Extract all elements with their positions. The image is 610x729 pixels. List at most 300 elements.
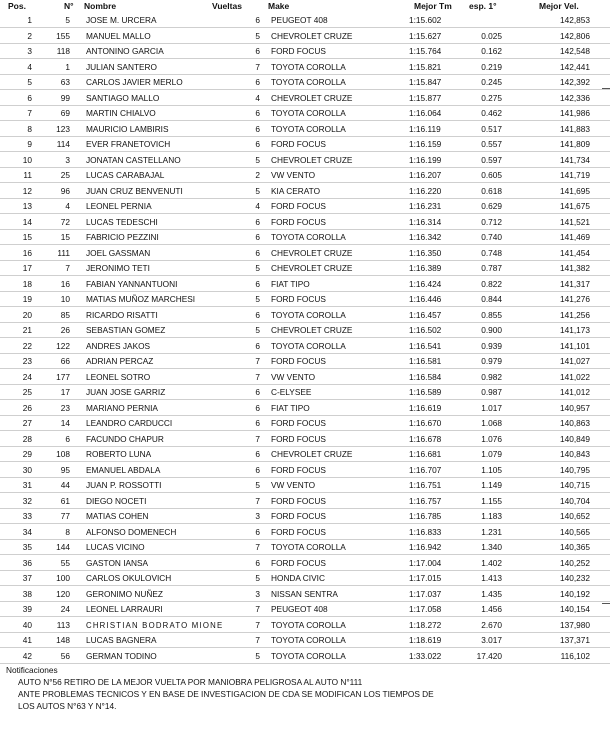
best-time-cell: 1:16.389 xyxy=(409,263,442,273)
best-speed-cell: 141,719 xyxy=(560,170,590,180)
number-cell: 4 xyxy=(65,201,70,211)
make-cell: CHEVROLET CRUZE xyxy=(271,92,353,103)
best-time-cell: 1:16.678 xyxy=(409,433,442,444)
gap-cell: 2.670 xyxy=(481,619,502,630)
driver-name-cell: MANUEL MALLO xyxy=(86,30,151,41)
make-cell: C-ELYSEE xyxy=(271,387,312,397)
number-cell: 177 xyxy=(56,371,70,382)
laps-cell: 7 xyxy=(255,635,260,645)
gap-cell: 0.605 xyxy=(481,170,502,180)
laps-cell: 3 xyxy=(255,511,260,521)
pos-cell: 31 xyxy=(22,480,32,490)
number-cell: 6 xyxy=(65,433,70,444)
number-cell: 44 xyxy=(60,480,70,490)
table-row xyxy=(0,571,610,586)
laps-cell: 6 xyxy=(255,387,260,397)
best-speed-cell: 141,382 xyxy=(560,263,590,273)
number-cell: 113 xyxy=(56,619,70,630)
pos-cell: 1 xyxy=(27,15,32,25)
notification-line: LOS AUTOS N°63 Y N°14. xyxy=(18,701,117,711)
table-row xyxy=(0,75,610,90)
laps-cell: 6 xyxy=(255,108,260,118)
best-time-cell: 1:16.424 xyxy=(409,278,442,289)
pos-cell: 22 xyxy=(22,340,32,351)
driver-name-cell: JOEL GASSMAN xyxy=(86,247,151,258)
laps-cell: 6 xyxy=(255,216,260,227)
table-row xyxy=(0,246,610,261)
gap-cell: 1.079 xyxy=(481,449,502,459)
best-time-cell: 1:17.037 xyxy=(409,588,442,599)
pos-cell: 10 xyxy=(22,154,32,165)
laps-cell: 7 xyxy=(255,371,260,382)
table-row xyxy=(0,432,610,447)
pos-cell: 21 xyxy=(22,325,32,335)
driver-name-cell: LEONEL SOTRO xyxy=(86,371,151,382)
driver-name-cell: MAURICIO LAMBIRIS xyxy=(86,123,169,134)
driver-name-cell: RICARDO RISATTI xyxy=(86,309,158,320)
best-time-cell: 1:15.821 xyxy=(409,61,442,72)
driver-name-cell: LEANDRO CARDUCCI xyxy=(86,418,173,428)
pos-cell: 42 xyxy=(22,650,32,661)
make-cell: FORD FOCUS xyxy=(271,294,326,304)
number-cell: 55 xyxy=(60,557,70,568)
gap-cell: 0.740 xyxy=(481,232,502,242)
best-time-cell: 1:16.314 xyxy=(409,216,442,227)
make-cell: TOYOTA COROLLA xyxy=(271,61,346,72)
table-row xyxy=(0,168,610,183)
driver-name-cell: LEONEL LARRAURI xyxy=(86,604,163,614)
number-cell: 99 xyxy=(60,92,70,103)
table-row xyxy=(0,277,610,292)
driver-name-cell: SANTIAGO MALLO xyxy=(86,92,160,103)
best-speed-cell: 141,101 xyxy=(560,340,590,351)
best-time-cell: 1:16.231 xyxy=(409,201,442,211)
number-cell: 24 xyxy=(60,604,70,614)
best-time-cell: 1:16.064 xyxy=(409,108,442,118)
best-speed-cell: 140,849 xyxy=(560,433,590,444)
table-row xyxy=(0,447,610,462)
gap-cell: 0.557 xyxy=(481,139,502,149)
table-row xyxy=(0,215,610,230)
best-speed-cell: 141,695 xyxy=(560,185,590,196)
pos-cell: 2 xyxy=(27,30,32,41)
laps-cell: 2 xyxy=(255,170,260,180)
pos-cell: 9 xyxy=(27,139,32,149)
best-time-cell: 1:16.342 xyxy=(409,232,442,242)
driver-name-cell: ANDRES JAKOS xyxy=(86,340,151,351)
header-pos: Pos. xyxy=(8,1,26,11)
best-speed-cell: 140,365 xyxy=(560,542,590,552)
pos-cell: 18 xyxy=(22,278,32,289)
best-speed-cell: 141,173 xyxy=(560,325,590,335)
gap-cell: 0.748 xyxy=(481,247,502,258)
best-speed-cell: 141,883 xyxy=(560,123,590,134)
driver-name-cell: MATIAS COHEN xyxy=(86,511,149,521)
best-time-cell: 1:16.199 xyxy=(409,154,442,165)
driver-name-cell: JERONIMO TETI xyxy=(86,263,150,273)
best-speed-cell: 140,957 xyxy=(560,402,590,413)
laps-cell: 6 xyxy=(255,464,260,475)
table-row xyxy=(0,91,610,106)
number-cell: 111 xyxy=(57,247,70,258)
driver-name-cell: LUCAS CARABAJAL xyxy=(86,170,165,180)
gap-cell: 0.855 xyxy=(481,309,502,320)
driver-name-cell: JUAN P. ROSSOTTI xyxy=(86,480,162,490)
number-cell: 1 xyxy=(65,61,70,72)
driver-name-cell: GERMAN TODINO xyxy=(86,650,157,661)
laps-cell: 6 xyxy=(255,418,260,428)
number-cell: 123 xyxy=(56,123,70,134)
make-cell: TOYOTA COROLLA xyxy=(271,619,346,630)
best-speed-cell: 141,809 xyxy=(560,139,590,149)
number-cell: 14 xyxy=(60,418,70,428)
table-row xyxy=(0,401,610,416)
best-speed-cell: 141,454 xyxy=(560,247,590,258)
table-row xyxy=(0,29,610,44)
make-cell: TOYOTA COROLLA xyxy=(271,650,346,661)
best-speed-cell: 141,012 xyxy=(560,387,590,397)
best-time-cell: 1:33.022 xyxy=(409,650,442,661)
table-row xyxy=(0,602,610,617)
best-speed-cell: 142,853 xyxy=(560,15,590,25)
best-time-cell: 1:16.751 xyxy=(409,480,442,490)
make-cell: HONDA CIVIC xyxy=(271,573,325,583)
best-time-cell: 1:16.681 xyxy=(409,449,442,459)
make-cell: TOYOTA COROLLA xyxy=(271,340,346,351)
best-time-cell: 1:15.764 xyxy=(409,46,442,56)
table-row xyxy=(0,339,610,354)
best-speed-cell: 141,022 xyxy=(560,371,590,382)
laps-cell: 5 xyxy=(255,185,260,196)
laps-cell: 6 xyxy=(255,46,260,56)
laps-cell: 7 xyxy=(255,604,260,614)
laps-cell: 5 xyxy=(255,325,260,335)
make-cell: CHEVROLET CRUZE xyxy=(271,247,353,258)
pos-cell: 38 xyxy=(22,588,32,599)
number-cell: 85 xyxy=(60,309,70,320)
driver-name-cell: FABRICIO PEZZINI xyxy=(86,232,159,242)
make-cell: FORD FOCUS xyxy=(271,216,326,227)
header-name: Nombre xyxy=(84,1,117,11)
best-time-cell: 1:17.004 xyxy=(409,557,442,568)
edge-mark xyxy=(602,88,610,89)
driver-name-cell: JONATAN CASTELLANO xyxy=(86,154,181,165)
pos-cell: 26 xyxy=(22,402,32,413)
make-cell: FORD FOCUS xyxy=(271,495,326,506)
driver-name-cell: ADRIAN PERCAZ xyxy=(86,356,154,366)
best-speed-cell: 142,441 xyxy=(560,61,590,72)
table-row xyxy=(0,478,610,493)
best-speed-cell: 140,863 xyxy=(560,418,590,428)
table-row xyxy=(0,230,610,245)
laps-cell: 4 xyxy=(255,92,260,103)
number-cell: 155 xyxy=(56,30,70,41)
best-time-cell: 1:16.446 xyxy=(409,294,442,304)
table-row xyxy=(0,385,610,400)
number-cell: 148 xyxy=(56,635,70,645)
best-time-cell: 1:17.015 xyxy=(409,573,442,583)
make-cell: FORD FOCUS xyxy=(271,356,326,366)
table-row xyxy=(0,308,610,323)
gap-cell: 1.183 xyxy=(481,511,502,521)
header-best-speed: Mejor Vel. xyxy=(539,1,579,11)
best-speed-cell: 141,256 xyxy=(560,309,590,320)
number-cell: 96 xyxy=(60,185,70,196)
best-speed-cell: 141,675 xyxy=(560,201,590,211)
table-row xyxy=(0,509,610,524)
pos-cell: 16 xyxy=(22,247,32,258)
table-row xyxy=(0,633,610,648)
best-speed-cell: 140,652 xyxy=(560,511,590,521)
pos-cell: 15 xyxy=(22,232,32,242)
table-row xyxy=(0,13,610,28)
make-cell: FORD FOCUS xyxy=(271,464,326,475)
pos-cell: 11 xyxy=(23,170,32,180)
pos-cell: 30 xyxy=(22,464,32,475)
number-cell: 120 xyxy=(56,588,70,599)
best-time-cell: 1:16.457 xyxy=(409,309,442,320)
edge-mark xyxy=(602,603,610,604)
laps-cell: 5 xyxy=(255,573,260,583)
best-time-cell: 1:17.058 xyxy=(409,604,442,614)
table-header xyxy=(0,0,610,12)
gap-cell: 1.105 xyxy=(481,464,502,475)
best-speed-cell: 137,980 xyxy=(560,619,590,630)
make-cell: PEUGEOT 408 xyxy=(271,15,328,25)
driver-name-cell: GASTON IANSA xyxy=(86,557,149,568)
best-speed-cell: 141,521 xyxy=(560,216,590,227)
number-cell: 3 xyxy=(65,154,70,165)
number-cell: 26 xyxy=(60,325,70,335)
gap-cell: 1.413 xyxy=(481,573,502,583)
pos-cell: 20 xyxy=(22,309,32,320)
header-gap: esp. 1° xyxy=(469,1,497,11)
make-cell: KIA CERATO xyxy=(271,185,321,196)
driver-name-cell: LUCAS TEDESCHI xyxy=(86,216,158,227)
pos-cell: 36 xyxy=(22,557,32,568)
laps-cell: 6 xyxy=(255,123,260,134)
make-cell: FORD FOCUS xyxy=(271,526,326,537)
best-time-cell: 1:16.207 xyxy=(409,170,442,180)
header-best-time: Mejor Tm xyxy=(414,1,452,11)
gap-cell: 0.712 xyxy=(481,216,502,227)
number-cell: 108 xyxy=(56,449,70,459)
make-cell: VW VENTO xyxy=(271,480,316,490)
gap-cell: 1.149 xyxy=(481,480,502,490)
pos-cell: 39 xyxy=(22,604,32,614)
best-time-cell: 1:16.350 xyxy=(409,247,442,258)
notifications-title: Notificaciones xyxy=(6,665,58,675)
laps-cell: 5 xyxy=(255,263,260,273)
pos-cell: 5 xyxy=(27,77,32,87)
number-cell: 95 xyxy=(60,464,70,475)
make-cell: FORD FOCUS xyxy=(271,433,326,444)
best-speed-cell: 140,565 xyxy=(560,526,590,537)
table-row xyxy=(0,122,610,137)
make-cell: CHEVROLET CRUZE xyxy=(271,325,353,335)
make-cell: TOYOTA COROLLA xyxy=(271,108,346,118)
driver-name-cell: ROBERTO LUNA xyxy=(86,449,152,459)
laps-cell: 6 xyxy=(255,449,260,459)
number-cell: 77 xyxy=(60,511,70,521)
gap-cell: 17.420 xyxy=(476,650,502,661)
best-speed-cell: 140,232 xyxy=(560,573,590,583)
driver-name-cell: ANTONINO GARCIA xyxy=(86,46,164,56)
driver-name-cell: MATIAS MUÑOZ MARCHESI xyxy=(86,294,196,304)
gap-cell: 0.844 xyxy=(481,294,502,304)
driver-name-cell: FABIAN YANNANTUONI xyxy=(86,278,178,289)
pos-cell: 33 xyxy=(22,511,32,521)
laps-cell: 5 xyxy=(255,30,260,41)
number-cell: 16 xyxy=(60,278,70,289)
table-row xyxy=(0,649,610,664)
laps-cell: 5 xyxy=(255,480,260,490)
laps-cell: 6 xyxy=(255,526,260,537)
table-row xyxy=(0,184,610,199)
best-time-cell: 1:16.584 xyxy=(409,371,442,382)
make-cell: NISSAN SENTRA xyxy=(271,588,338,599)
laps-cell: 7 xyxy=(255,542,260,552)
best-speed-cell: 116,102 xyxy=(560,650,590,661)
best-time-cell: 1:16.785 xyxy=(409,511,442,521)
best-time-cell: 1:16.619 xyxy=(409,402,442,413)
best-speed-cell: 140,843 xyxy=(560,449,590,459)
best-speed-cell: 142,548 xyxy=(560,46,590,56)
driver-name-cell: MARTIN CHIALVO xyxy=(86,108,156,118)
laps-cell: 5 xyxy=(255,154,260,165)
pos-cell: 6 xyxy=(27,92,32,103)
best-speed-cell: 141,317 xyxy=(560,278,590,289)
driver-name-cell: LUCAS BAGNERA xyxy=(86,635,157,645)
pos-cell: 17 xyxy=(22,263,32,273)
driver-name-cell: GERONIMO NUÑEZ xyxy=(86,588,163,599)
table-row xyxy=(0,540,610,555)
number-cell: 56 xyxy=(60,650,70,661)
best-time-cell: 1:16.942 xyxy=(409,542,442,552)
make-cell: FIAT TIPO xyxy=(271,278,310,289)
best-time-cell: 1:16.707 xyxy=(409,464,442,475)
best-speed-cell: 141,027 xyxy=(560,356,590,366)
pos-cell: 37 xyxy=(22,573,32,583)
driver-name-cell: CHRISTIAN BODRATO MIONE xyxy=(86,620,224,630)
number-cell: 66 xyxy=(60,356,70,366)
gap-cell: 0.597 xyxy=(481,154,502,165)
make-cell: FORD FOCUS xyxy=(271,418,326,428)
best-time-cell: 1:15.627 xyxy=(409,30,442,41)
driver-name-cell: ALFONSO DOMENECH xyxy=(86,526,177,537)
gap-cell: 1.231 xyxy=(481,526,502,537)
number-cell: 17 xyxy=(60,387,70,397)
pos-cell: 27 xyxy=(22,418,32,428)
number-cell: 118 xyxy=(56,46,70,56)
gap-cell: 1.076 xyxy=(481,433,502,444)
best-speed-cell: 140,704 xyxy=(560,495,590,506)
make-cell: FORD FOCUS xyxy=(271,557,326,568)
gap-cell: 1.435 xyxy=(481,588,502,599)
table-row xyxy=(0,587,610,602)
table-row xyxy=(0,137,610,152)
number-cell: 10 xyxy=(60,294,70,304)
best-time-cell: 1:15.877 xyxy=(409,92,442,103)
gap-cell: 0.462 xyxy=(481,108,502,118)
make-cell: FORD FOCUS xyxy=(271,201,326,211)
driver-name-cell: JOSE M. URCERA xyxy=(86,15,157,25)
best-time-cell: 1:16.581 xyxy=(409,356,442,366)
pos-cell: 34 xyxy=(22,526,32,537)
laps-cell: 6 xyxy=(255,247,260,258)
make-cell: VW VENTO xyxy=(271,170,316,180)
gap-cell: 0.982 xyxy=(481,371,502,382)
gap-cell: 0.979 xyxy=(481,356,502,366)
laps-cell: 3 xyxy=(255,588,260,599)
best-speed-cell: 142,806 xyxy=(560,30,590,41)
number-cell: 100 xyxy=(56,573,70,583)
best-speed-cell: 137,371 xyxy=(560,635,590,645)
driver-name-cell: SEBASTIAN GOMEZ xyxy=(86,325,166,335)
notifications xyxy=(6,664,596,712)
pos-cell: 35 xyxy=(22,542,32,552)
make-cell: VW VENTO xyxy=(271,371,316,382)
table-row xyxy=(0,525,610,540)
header-laps: Vueltas xyxy=(212,1,242,11)
gap-cell: 1.068 xyxy=(481,418,502,428)
number-cell: 15 xyxy=(60,232,70,242)
header-make: Make xyxy=(268,1,290,11)
number-cell: 23 xyxy=(60,402,70,413)
table-row xyxy=(0,370,610,385)
gap-cell: 0.629 xyxy=(481,201,502,211)
laps-cell: 7 xyxy=(255,356,260,366)
driver-name-cell: CARLOS OKULOVICH xyxy=(86,573,172,583)
laps-cell: 6 xyxy=(255,15,260,25)
gap-cell: 0.219 xyxy=(481,61,502,72)
gap-cell: 1.456 xyxy=(481,604,502,614)
laps-cell: 6 xyxy=(255,77,260,87)
gap-cell: 3.017 xyxy=(481,635,502,645)
laps-cell: 6 xyxy=(255,232,260,242)
gap-cell: 0.987 xyxy=(481,387,502,397)
gap-cell: 0.787 xyxy=(481,263,502,273)
make-cell: CHEVROLET CRUZE xyxy=(271,449,353,459)
driver-name-cell: EVER FRANETOVICH xyxy=(86,139,171,149)
pos-cell: 4 xyxy=(27,61,32,72)
make-cell: FORD FOCUS xyxy=(271,511,326,521)
best-speed-cell: 141,469 xyxy=(560,232,590,242)
driver-name-cell: JULIAN SANTERO xyxy=(86,61,157,72)
best-speed-cell: 140,154 xyxy=(560,604,590,614)
best-time-cell: 1:16.670 xyxy=(409,418,442,428)
number-cell: 144 xyxy=(56,542,70,552)
best-speed-cell: 140,715 xyxy=(560,480,590,490)
pos-cell: 29 xyxy=(22,449,32,459)
driver-name-cell: LEONEL PERNIA xyxy=(86,201,152,211)
number-cell: 8 xyxy=(65,526,70,537)
number-cell: 63 xyxy=(60,77,70,87)
make-cell: TOYOTA COROLLA xyxy=(271,635,346,645)
pos-cell: 3 xyxy=(27,46,32,56)
gap-cell: 0.245 xyxy=(481,77,502,87)
make-cell: TOYOTA COROLLA xyxy=(271,232,346,242)
gap-cell: 0.618 xyxy=(481,185,502,196)
number-cell: 25 xyxy=(60,170,70,180)
laps-cell: 5 xyxy=(255,294,260,304)
table-row xyxy=(0,323,610,338)
pos-cell: 7 xyxy=(27,108,32,118)
pos-cell: 8 xyxy=(27,123,32,134)
laps-cell: 6 xyxy=(255,278,260,289)
best-time-cell: 1:15.847 xyxy=(409,77,442,87)
number-cell: 69 xyxy=(60,108,70,118)
